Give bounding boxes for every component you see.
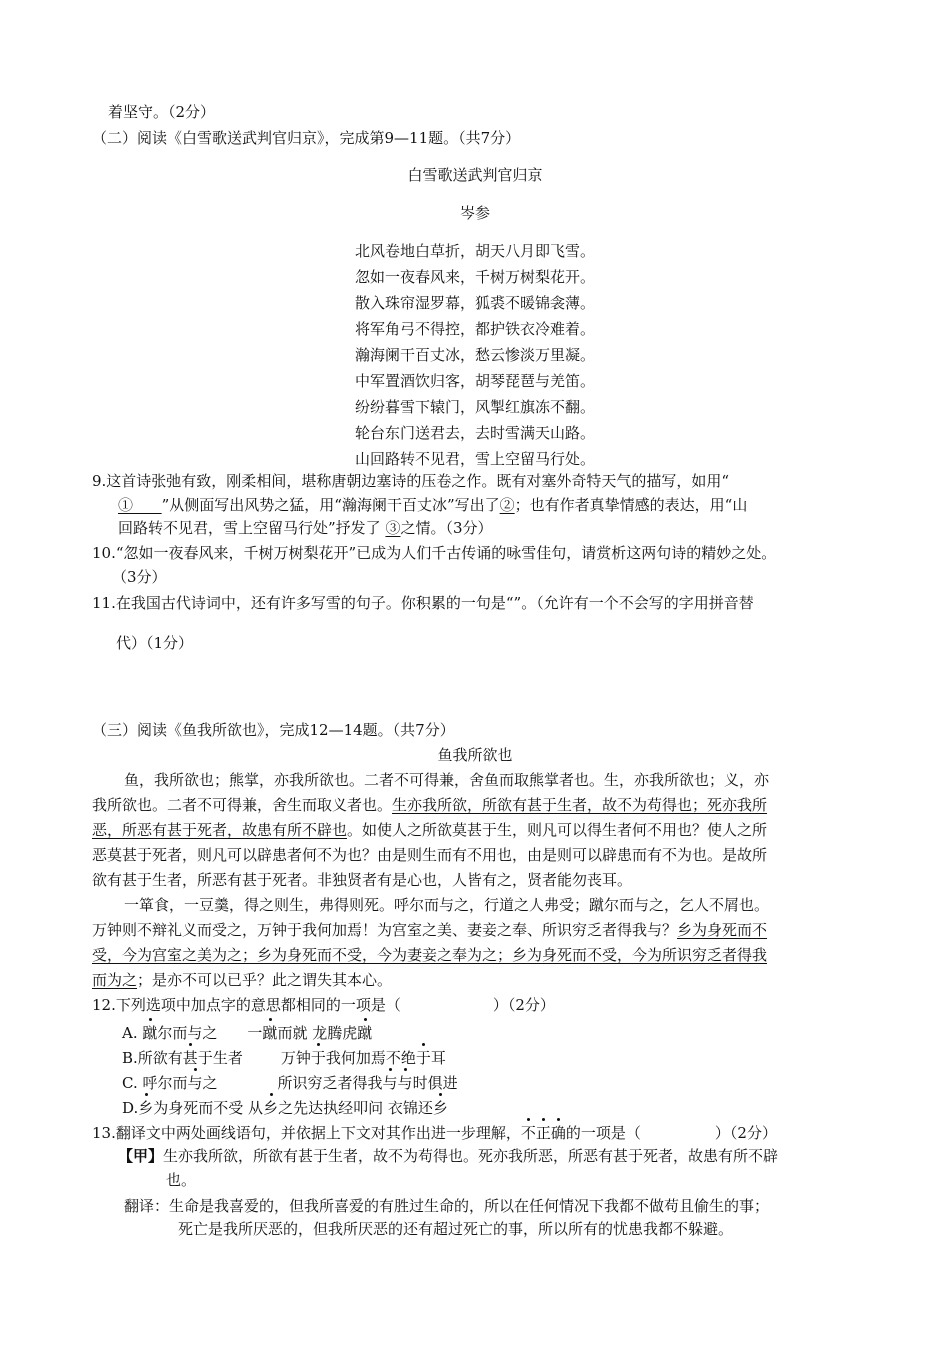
jia-sentence: 【甲】生亦我所欲，所欲有甚于生者，故不为苟得也。死亦我所恶，所恶有甚于死者，故患有所不辟 xyxy=(118,1147,779,1165)
poem-line: 瀚海阑干百丈冰，愁云惨淡万里凝。 xyxy=(354,346,595,364)
poem-line: 北风卷地白草折，胡天八月即飞雪。 xyxy=(354,242,595,260)
answer-tail: 着坚守。（2分） xyxy=(108,103,216,121)
poem-line: 散入珠帘湿罗幕，狐裘不暖锦衾薄。 xyxy=(354,294,595,312)
underlined-sentence-yi: 乡为身死而不 xyxy=(677,921,768,939)
jia-label: 【甲】 xyxy=(118,1147,164,1165)
q11-points: 代）（1分） xyxy=(116,634,194,652)
q10-stem: 10.“忽如一夜春风来，千树万树梨花开”已成为人们千古传诵的咏雪佳句，请赏析这两句诗的精妙之处。 xyxy=(92,544,777,562)
underlined-sentence-jia: 生亦我所欲，所欲有甚于生者，故不为苟得也；死亦我所 xyxy=(392,796,768,814)
q9-stem: 9.这首诗张弛有致，刚柔相间，堪称唐朝边塞诗的压卷之作。既有对塞外奇特天气的描写，如用“ xyxy=(92,472,729,490)
poem-line: 中军置酒饮归客，胡琴琵琶与羌笛。 xyxy=(354,372,595,390)
passage-line: 而为之；是亦不可以已乎？此之谓失其本心。 xyxy=(92,971,393,989)
passage-line: 恶，所恶有甚于死者，故患有所不辟也。如使人之所欲莫甚于生，则凡可以得生者何不用也？使人之所 xyxy=(92,821,768,839)
passage-line: 恶莫甚于死者，则凡可以辟患者何不为也？由是则生而有不用也，由是则可以辟患而有不为也。是故所 xyxy=(92,846,768,864)
poem-line: 忽如一夜春风来，千树万树梨花开。 xyxy=(354,268,595,286)
q12-stem: 12.下列选项中加点字的意思都相同的一项是（ ）（2分） xyxy=(92,996,555,1014)
poem-line: 山回路转不见君，雪上空留马行处。 xyxy=(354,450,595,468)
section-heading: （三）阅读《鱼我所欲也》，完成12—14题。（共7分） xyxy=(92,721,455,739)
passage-line: 我所欲也。二者不可得兼，舍生而取义者也。生亦我所欲，所欲有甚于生者，故不为苟得也；死亦我所 xyxy=(92,796,768,814)
poem-author: 岑参 xyxy=(459,204,490,222)
q10-points: （3分） xyxy=(112,568,167,586)
blank-2[interactable]: ② xyxy=(499,496,515,514)
passage-line: 万钟则不辩礼义而受之，万钟于我何加焉！为宫室之美、妻妾之奉、所识穷乏者得我与？乡为身死而不 xyxy=(92,921,768,939)
q9-line3: 回路转不见君，雪上空留马行处”抒发了 ③之情。（3分） xyxy=(118,519,493,537)
option-a[interactable]: A. 蹴尔而与之 一蹴而就 龙腾虎蹴 xyxy=(122,1024,373,1042)
underlined-sentence-yi: 受，今为宫室之美为之；乡为身死而不受，今为妻妾之奉为之；乡为身死而不受，今为所识穷乏者得我 xyxy=(92,946,768,964)
underlined-sentence-yi: 而为之 xyxy=(92,971,138,989)
translation-line: 翻译：生命是我喜爱的，但我所喜爱的有胜过生命的，所以在任何情况下我都不做苟且偷生的事； xyxy=(124,1197,770,1215)
passage-line xyxy=(92,946,767,964)
option-c[interactable]: C. 呼尔而与之 所识穷乏者得我与与时俱进 xyxy=(122,1074,458,1092)
q9-line2: ① ”从侧面写出风势之猛，用“瀚海阑干百丈冰”写出了②；也有作者真挚情感的表达，用“山 xyxy=(118,496,748,514)
emphasis-not-correct: 不正确 xyxy=(520,1124,566,1142)
translation-line: 死亡是我所厌恶的，但我所厌恶的还有超过死亡的事，所以所有的忧患我都不躲避。 xyxy=(178,1220,734,1238)
passage-title: 鱼我所欲也 xyxy=(437,746,513,764)
poem-line: 轮台东门送君去，去时雪满天山路。 xyxy=(354,424,595,442)
passage-line: 一箪食，一豆羹，得之则生，弗得则死。呼尔而与之，行道之人弗受；蹴尔而与之，乞人不屑也。 xyxy=(124,896,770,914)
poem-line: 纷纷暮雪下辕门，风掣红旗冻不翻。 xyxy=(354,398,595,416)
q11-stem: 11.在我国古代诗词中，还有许多写雪的句子。你积累的一句是“”。（允许有一个不会写的字用拼音替 xyxy=(92,594,754,612)
option-d[interactable]: D.乡为身死而不受 从乡之先达执经叩问 衣锦还乡 xyxy=(122,1099,448,1117)
underlined-sentence-jia: 恶，所恶有甚于死者，故患有所不辟也 xyxy=(92,821,348,839)
section-heading: （二）阅读《白雪歌送武判官归京》，完成第9—11题。（共7分） xyxy=(92,129,521,147)
jia-sentence-end: 也。 xyxy=(166,1171,197,1189)
passage-line: 鱼，我所欲也；熊掌，亦我所欲也。二者不可得兼，舍鱼而取熊掌者也。生，亦我所欲也；义，亦 xyxy=(124,771,770,789)
blank-3[interactable]: ③ xyxy=(385,519,401,537)
poem-line: 将军角弓不得控，都护铁衣冷难着。 xyxy=(354,320,595,338)
passage-line: 欲有甚于生者，所恶有甚于死者。非独贤者有是心也，人皆有之，贤者能勿丧耳。 xyxy=(92,871,633,889)
blank-1[interactable]: ① xyxy=(118,496,134,514)
poem-title: 白雪歌送武判官归京 xyxy=(407,166,543,184)
q13-stem: 13.翻译文中两处画线语句，并依据上下文对其作出进一步理解，不正确的一项是（ ）（2分） xyxy=(92,1124,777,1142)
option-b[interactable]: B.所欲有甚于生者 万钟于我何加焉不绝于耳 xyxy=(122,1049,446,1067)
